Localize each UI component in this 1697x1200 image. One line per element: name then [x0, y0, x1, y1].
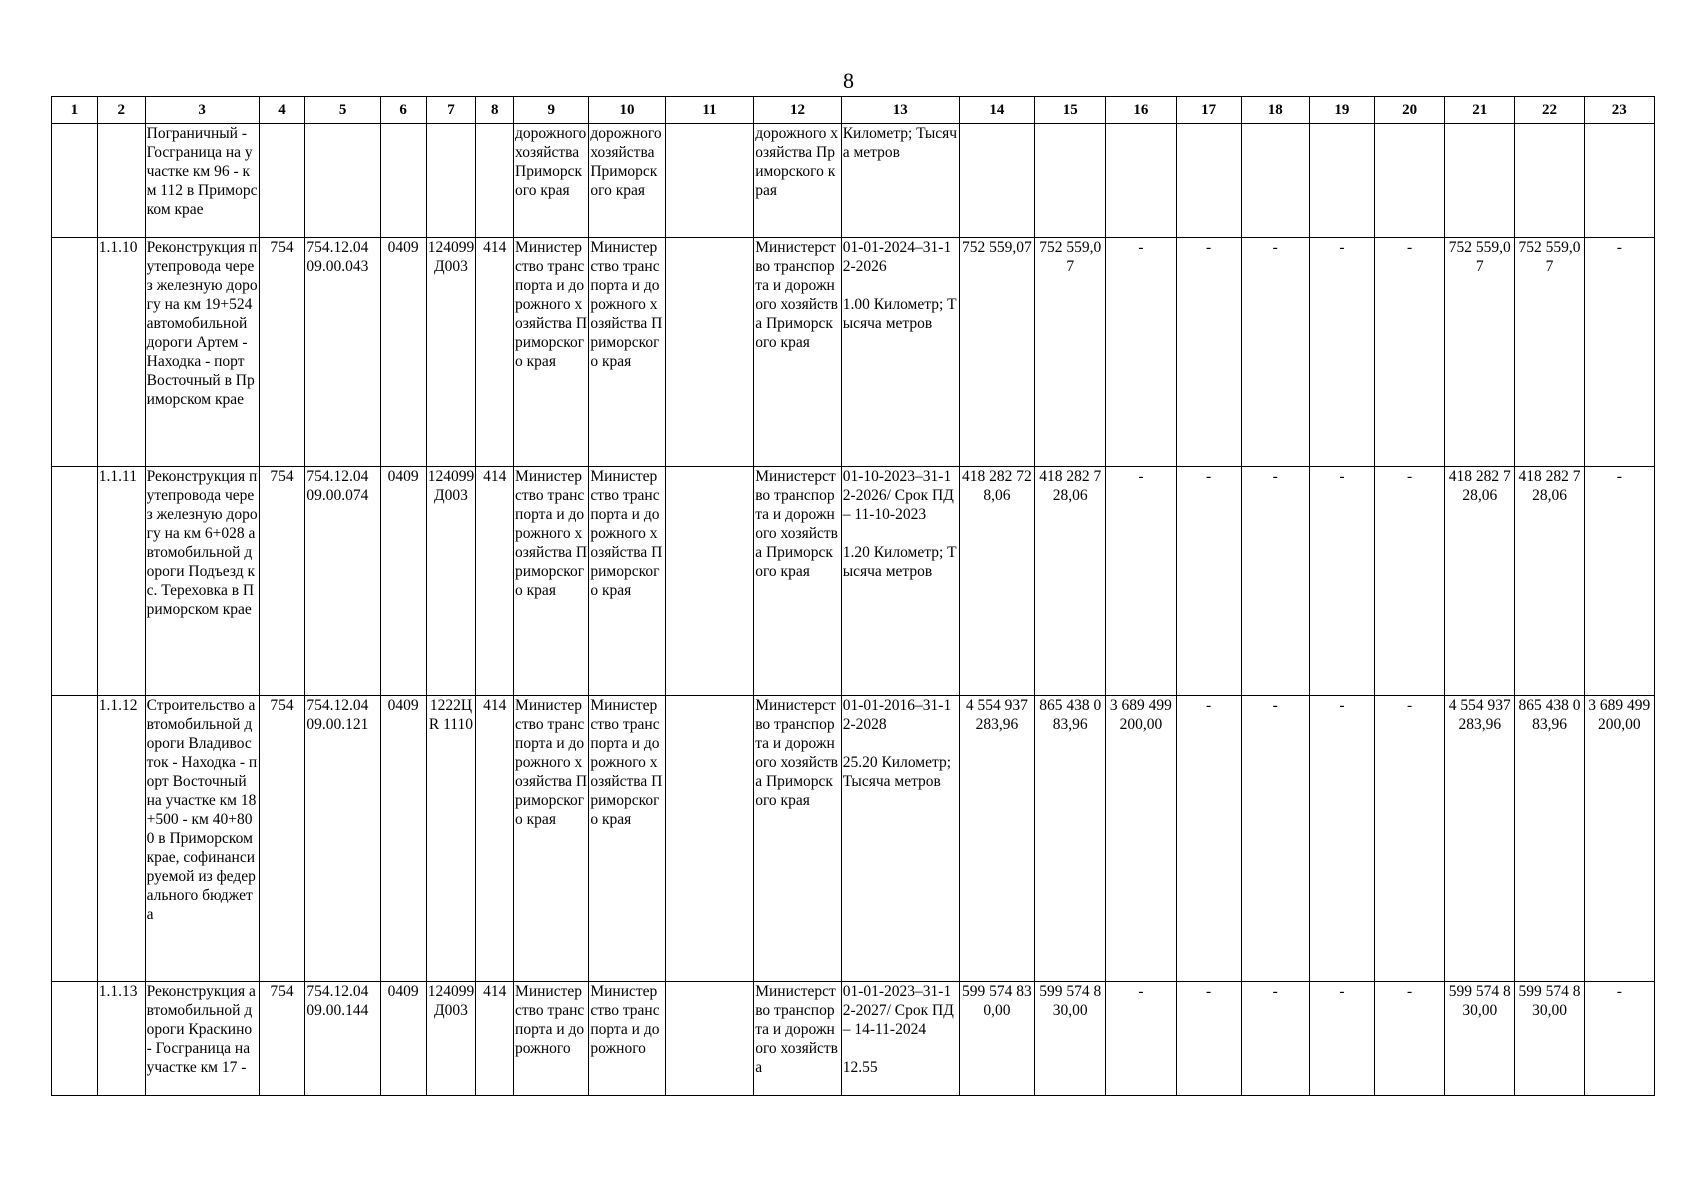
cell-type: 414: [476, 467, 514, 696]
cell-period-capacity: [841, 467, 959, 696]
column-header: 16: [1106, 97, 1176, 124]
period-text: 01-10-2023–31-12-2026/ Срок ПД – 11-10-2023: [842, 468, 954, 523]
cell-col23: -: [1584, 982, 1654, 1096]
cell-col16: [1106, 124, 1176, 238]
cell-col11: [665, 124, 754, 238]
cell-col16: -: [1106, 467, 1176, 696]
cell-col4: 754: [259, 982, 305, 1096]
cell-index: [52, 696, 98, 982]
cell-customer: Министерство транспорта и дорожного хозяйства Приморского края: [514, 467, 589, 696]
cell-developer: Министерство транспорта и дорожного: [589, 982, 665, 1096]
cell-index: [52, 124, 98, 238]
cell-col18: -: [1241, 467, 1309, 696]
cell-col19: -: [1309, 238, 1374, 467]
cell-section: [380, 124, 426, 238]
cell-index: [52, 467, 98, 696]
cell-period-capacity: [841, 124, 959, 238]
cell-col20: -: [1374, 238, 1444, 467]
column-number-header-row: [52, 97, 1655, 124]
cell-col20: -: [1374, 982, 1444, 1096]
cell-col19: -: [1309, 982, 1374, 1096]
cell-col23: -: [1584, 238, 1654, 467]
cell-administrator: Министерство транспорта и дорожного хозяйства Приморского края: [754, 467, 842, 696]
cell-period-capacity: [841, 696, 959, 982]
column-header: 5: [305, 97, 380, 124]
cell-col11: [665, 467, 754, 696]
page-number: 8: [843, 68, 854, 93]
cell-col15: 599 574 830,00: [1035, 982, 1106, 1096]
cell-type: 414: [476, 696, 514, 982]
cell-customer: Министерство транспорта и дорожного хозяйства Приморского края: [514, 238, 589, 467]
cell-object-name: Реконструкция путепровода через железную дорогу на км 6+028 автомобильной дороги Подъезд к с. Тереховка в Приморском крае: [145, 467, 259, 696]
period-text: 01-01-2016–31-12-2028: [842, 697, 952, 733]
cell-col22: 418 282 728,06: [1515, 467, 1584, 696]
column-header: 12: [754, 97, 842, 124]
cell-col15: [1035, 124, 1106, 238]
cell-administrator: Министерство транспорта и дорожного хозяйства Приморского края: [754, 696, 842, 982]
column-header: 10: [589, 97, 665, 124]
cell-col11: [665, 696, 754, 982]
cell-target: 124099 Д003: [426, 982, 476, 1096]
cell-item-number: 1.1.11: [97, 467, 145, 696]
cell-col22: 865 438 083,96: [1515, 696, 1584, 982]
column-header: 6: [380, 97, 426, 124]
cell-section: 0409: [380, 238, 426, 467]
column-header: 11: [665, 97, 754, 124]
column-header: 19: [1309, 97, 1374, 124]
column-header: 22: [1515, 97, 1584, 124]
column-header: 7: [426, 97, 476, 124]
cell-object-name: Реконструкция автомобильной дороги Краскино - Госграница на участке км 17 -: [145, 982, 259, 1096]
column-header: 9: [514, 97, 589, 124]
cell-col21: 599 574 830,00: [1445, 982, 1515, 1096]
cell-object-name: Пограничный - Госграница на участке км 96 - км 112 в Приморском крае: [145, 124, 259, 238]
cell-col23: [1584, 124, 1654, 238]
cell-col20: -: [1374, 467, 1444, 696]
column-header: 13: [841, 97, 959, 124]
cell-col21: 418 282 728,06: [1445, 467, 1515, 696]
cell-col21: 4 554 937 283,96: [1445, 696, 1515, 982]
cell-col18: -: [1241, 238, 1309, 467]
cell-item-number: 1.1.12: [97, 696, 145, 982]
cell-col20: [1374, 124, 1444, 238]
table-row: [52, 467, 1655, 696]
cell-object-name: Реконструкция путепровода через железную дорогу на км 19+524 автомобильной дороги Артем - Находка - порт Восточный в Приморском крае: [145, 238, 259, 467]
cell-developer: дорожного хозяйства Приморского края: [589, 124, 665, 238]
cell-index: [52, 982, 98, 1096]
cell-col17: -: [1176, 982, 1241, 1096]
cell-col19: -: [1309, 467, 1374, 696]
column-header: 21: [1445, 97, 1515, 124]
cell-customer: Министерство транспорта и дорожного: [514, 982, 589, 1096]
cell-col4: [259, 124, 305, 238]
cell-col22: 752 559,07: [1515, 238, 1584, 467]
cell-col19: -: [1309, 696, 1374, 982]
cell-type: 414: [476, 982, 514, 1096]
cell-type: 414: [476, 238, 514, 467]
cell-col15: 865 438 083,96: [1035, 696, 1106, 982]
cell-col16: -: [1106, 238, 1176, 467]
cell-administrator: дорожного хозяйства Приморского края: [754, 124, 842, 238]
cell-col18: -: [1241, 696, 1309, 982]
cell-col18: -: [1241, 982, 1309, 1096]
column-header: 3: [145, 97, 259, 124]
table-row: [52, 696, 1655, 982]
cell-section: 0409: [380, 696, 426, 982]
cell-customer: Министерство транспорта и дорожного хозяйства Приморского края: [514, 696, 589, 982]
period-text: Километр; Тысяча метров: [842, 125, 958, 161]
cell-col14: 599 574 830,00: [959, 982, 1034, 1096]
cell-col4: 754: [259, 467, 305, 696]
cell-code: 754.12.04 09.00.144: [305, 982, 380, 1096]
capacity-text: 1.00 Километр; Тысяча метров: [842, 296, 957, 332]
cell-item-number: 1.1.10: [97, 238, 145, 467]
cell-col23: -: [1584, 467, 1654, 696]
cell-period-capacity: [841, 982, 959, 1096]
cell-col17: [1176, 124, 1241, 238]
column-header: 17: [1176, 97, 1241, 124]
period-text: 01-01-2023–31-12-2027/ Срок ПД – 14-11-2024: [842, 983, 954, 1038]
cell-col14: 4 554 937 283,96: [959, 696, 1034, 982]
cell-section: 0409: [380, 982, 426, 1096]
table-row: [52, 238, 1655, 467]
cell-col17: -: [1176, 238, 1241, 467]
cell-col20: -: [1374, 696, 1444, 982]
cell-developer: Министерство транспорта и дорожного хозяйства Приморского края: [589, 696, 665, 982]
table-row: [52, 124, 1655, 238]
cell-period-capacity: [841, 238, 959, 467]
cell-col14: [959, 124, 1034, 238]
column-header: 14: [959, 97, 1034, 124]
cell-type: [476, 124, 514, 238]
cell-col17: -: [1176, 467, 1241, 696]
cell-col4: 754: [259, 238, 305, 467]
cell-col15: 418 282 728,06: [1035, 467, 1106, 696]
cell-target: 124099 Д003: [426, 238, 476, 467]
cell-col23: 3 689 499 200,00: [1584, 696, 1654, 982]
capacity-text: 1.20 Километр; Тысяча метров: [842, 544, 957, 580]
cell-target: 1222ЦR 1110: [426, 696, 476, 982]
cell-code: 754.12.04 09.00.074: [305, 467, 380, 696]
column-header: 23: [1584, 97, 1654, 124]
cell-col16: 3 689 499 200,00: [1106, 696, 1176, 982]
column-header: 15: [1035, 97, 1106, 124]
cell-customer: дорожного хозяйства Приморского края: [514, 124, 589, 238]
cell-item-number: [97, 124, 145, 238]
cell-code: [305, 124, 380, 238]
cell-administrator: Министерство транспорта и дорожного хозяйства Приморского края: [754, 238, 842, 467]
budget-table: [51, 96, 1655, 1096]
cell-object-name: Строительство автомобильной дороги Владивосток - Находка - порт Восточный на участке км 18+500 - км 40+800 в Приморском крае, софинансируемой из федерального бюджета: [145, 696, 259, 982]
column-header: 1: [52, 97, 98, 124]
cell-target: 124099 Д003: [426, 467, 476, 696]
cell-col22: 599 574 830,00: [1515, 982, 1584, 1096]
cell-developer: Министерство транспорта и дорожного хозяйства Приморского края: [589, 238, 665, 467]
cell-developer: Министерство транспорта и дорожного хозяйства Приморского края: [589, 467, 665, 696]
cell-col16: -: [1106, 982, 1176, 1096]
capacity-text: 12.55: [842, 1059, 878, 1076]
column-header: 18: [1241, 97, 1309, 124]
cell-col14: 418 282 728,06: [959, 467, 1034, 696]
period-text: 01-01-2024–31-12-2026: [842, 239, 952, 275]
capacity-text: 25.20 Километр; Тысяча метров: [842, 754, 951, 790]
cell-col14: 752 559,07: [959, 238, 1034, 467]
cell-col19: [1309, 124, 1374, 238]
cell-col22: [1515, 124, 1584, 238]
cell-col15: 752 559,07: [1035, 238, 1106, 467]
column-header: 20: [1374, 97, 1444, 124]
cell-code: 754.12.04 09.00.121: [305, 696, 380, 982]
column-header: 4: [259, 97, 305, 124]
table-row: [52, 982, 1655, 1096]
cell-index: [52, 238, 98, 467]
cell-section: 0409: [380, 467, 426, 696]
cell-code: 754.12.04 09.00.043: [305, 238, 380, 467]
column-header: 2: [97, 97, 145, 124]
cell-col11: [665, 982, 754, 1096]
cell-col21: [1445, 124, 1515, 238]
cell-administrator: Министерство транспорта и дорожного хозяйства: [754, 982, 842, 1096]
cell-col21: 752 559,07: [1445, 238, 1515, 467]
column-header: 8: [476, 97, 514, 124]
cell-col17: -: [1176, 696, 1241, 982]
cell-col18: [1241, 124, 1309, 238]
cell-col11: [665, 238, 754, 467]
cell-col4: 754: [259, 696, 305, 982]
cell-item-number: 1.1.13: [97, 982, 145, 1096]
cell-target: [426, 124, 476, 238]
